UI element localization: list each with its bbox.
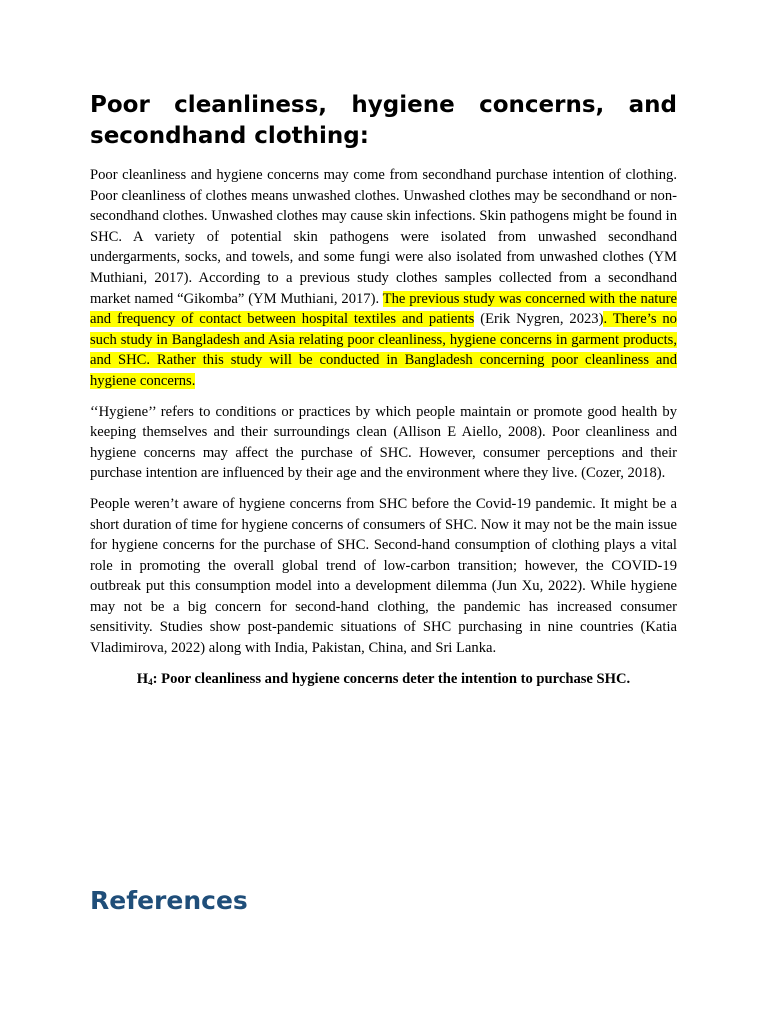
- hypothesis-label: H: [136, 670, 149, 687]
- hypothesis-subscript: 4: [148, 676, 153, 687]
- paragraph-1: [90, 165, 677, 392]
- paragraph-1-text: Poor cleanliness and hygiene concerns may come from secondhand purchase intention of clothing. Poor cleanliness of clothes means unwashed clothes. Unwashed clothes may be secondhand or non-secondhand clothes. Unwashed clothes may cause skin infections. Skin pathogens might be found in SHC. A variety of potential skin pathogens were isolated from unwashed secondhand undergarments, socks, and towels, and some fungi were also isolated from unwashed clothes (YM Muthiani, 2017). According to a previous study clothes samples collected from a secondhand market named “Gikomba” (YM Muthiani, 2017).: [90, 167, 677, 307]
- hypothesis-statement: [90, 669, 677, 692]
- document-page: [90, 90, 677, 692]
- citation-nygren: (Erik Nygren, 2023): [474, 311, 604, 328]
- references-heading: References: [90, 886, 248, 915]
- paragraph-3: People weren’t aware of hygiene concerns from SHC before the Covid-19 pandemic. It might be a short duration of time for hygiene concerns of consumers of SHC. Now it may not be the main issue for hygiene concerns for the purchase of SHC. Second-hand consumption of clothing plays a vital role in promoting the overall global trend of low-carbon transition; however, the COVID-19 outbreak put this consumption model into a development dilemma (Jun Xu, 2022). While hygiene may not be a big concern for second-hand clothing, the pandemic has increased consumer sensitivity. Studies show post-pandemic situations of SHC purchasing in nine countries (Katia Vladimirova, 2022) along with India, Pakistan, China, and Sri Lanka.: [90, 495, 677, 657]
- paragraph-2: ‘‘Hygiene’’ refers to conditions or practices by which people maintain or promote good health by keeping themselves and their surroundings clean (Allison E Aiello, 2008). Poor cleanliness and hygiene concerns may affect the purchase of SHC. However, consumer perceptions and their purchase intention are influenced by their age and the environment where they live. (Cozer, 2018).: [90, 403, 677, 482]
- hypothesis-text: : Poor cleanliness and hygiene concerns deter the intention to purchase SHC.: [152, 670, 631, 687]
- highlighted-text-1: The previous study was concerned with the nature and frequency of contact between hospital textiles and patients: [90, 290, 677, 328]
- section-heading: Poor cleanliness, hygiene concerns, and secondhand clothing:: [90, 92, 677, 149]
- highlighted-text-2: . There’s no such study in Bangladesh and Asia relating poor cleanliness, hygiene concerns in garment products, and SHC. Rather this study will be conducted in Bangladesh concerning poor cleanliness and hygiene concerns.: [90, 311, 677, 389]
